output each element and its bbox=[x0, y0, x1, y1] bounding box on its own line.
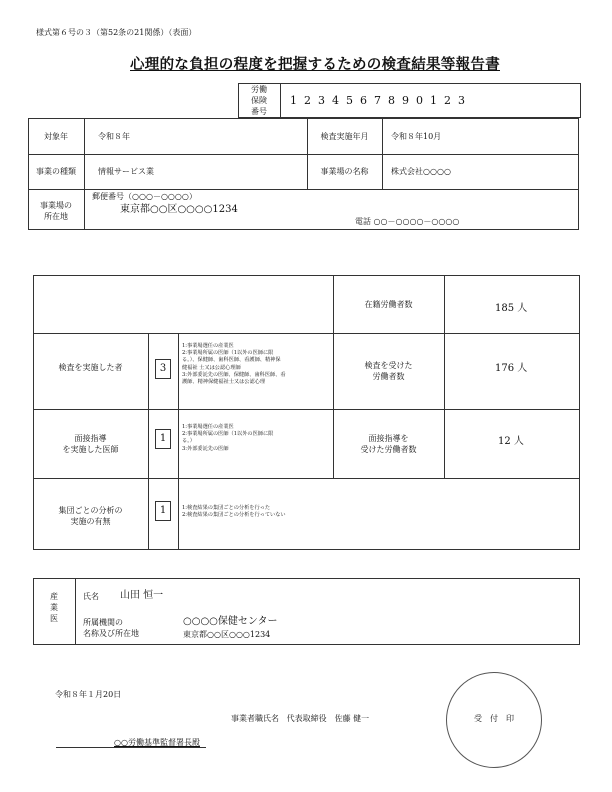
insurance-number-label: 労働 保険 番号 bbox=[251, 85, 267, 116]
receipt-stamp-label: 受 付 印 bbox=[474, 714, 514, 723]
examiner-options: 1:事業場選任の産業医 2:事業場所属の医師（1以外の医師に限 る。）、保健師、歯科医師、看護師、精神保 健福祉 士又は公認心理師 3:外部委託先の医師、保健師、歯科医師、看 護師、精神保健福祉士又は公認心理 bbox=[182, 343, 286, 386]
doctor-name-label: 氏名 bbox=[83, 592, 99, 601]
examiner-label: 検査を実施した者 bbox=[58, 363, 123, 372]
examiner-code-field[interactable]: 3 bbox=[155, 359, 171, 379]
business-type-value: 情報サービス業 bbox=[98, 167, 154, 176]
target-year-value: 令和８年 bbox=[98, 132, 130, 141]
industrial-doctor-label: 産 業 医 bbox=[50, 592, 58, 623]
interview-code-field[interactable]: 1 bbox=[155, 429, 171, 449]
business-type-label: 事業の種類 bbox=[36, 167, 76, 176]
interviewed-count: 12 人 bbox=[498, 436, 524, 447]
group-analysis-code-field[interactable]: 1 bbox=[155, 501, 171, 521]
doctor-org-name: ○○○○保健センター bbox=[183, 616, 278, 627]
interviewed-label: 面接指導を 受けた労働者数 bbox=[360, 434, 417, 454]
interview-doctor-label: 面接指導 を実施した医師 bbox=[62, 434, 119, 454]
enrolled-label: 在籍労働者数 bbox=[364, 300, 413, 309]
location-label: 事業場の 所在地 bbox=[40, 201, 72, 221]
address: 東京都○○区○○○○1234 bbox=[120, 204, 238, 215]
doctor-org-address: 東京都○○区○○○1234 bbox=[183, 630, 271, 639]
group-analysis-options: 1:検査結果の集団ごとの分析を行った 2:検査結果の集団ごとの分析を行っていない bbox=[182, 505, 286, 519]
postal-code: 郵便番号（○○○－○○○○） bbox=[92, 192, 197, 201]
examined-label: 検査を受けた 労働者数 bbox=[364, 361, 413, 381]
submission-date: 令和８年１月20日 bbox=[55, 690, 122, 699]
doctor-name-value: 山田 恒一 bbox=[120, 590, 164, 601]
employer: 事業者職氏名 代表取締役 佐藤 健一 bbox=[231, 714, 370, 723]
phone: 電話 ○○－○○○○－○○○○ bbox=[355, 217, 460, 226]
insurance-number-value: 1 2 3 4 5 6 7 8 9 0 1 2 3 bbox=[290, 94, 465, 107]
doctor-org-label: 所属機関の 名称及び所在地 bbox=[83, 618, 139, 638]
business-name-value: 株式会社○○○○ bbox=[391, 167, 451, 176]
interview-options: 1:事業場選任の産業医 2:事業場所属の医師（1以外の医師に限 る。） 3:外部委託先の医師 bbox=[182, 424, 274, 452]
target-year-label: 対象年 bbox=[44, 132, 68, 141]
page-title: 心理的な負担の程度を把握するための検査結果等報告書 bbox=[130, 56, 500, 73]
business-name-label: 事業場の名称 bbox=[320, 167, 369, 176]
form-number: 様式第６号の３（第52条の21関係）（表面） bbox=[36, 28, 197, 37]
group-analysis-label: 集団ごとの分析の 実施の有無 bbox=[58, 506, 123, 526]
examined-count: 176 人 bbox=[495, 363, 528, 374]
exam-month-label: 検査実施年月 bbox=[320, 132, 369, 141]
labor-office: ○○労働基準監督署長殿 bbox=[114, 738, 200, 747]
exam-month-value: 令和８年10月 bbox=[391, 132, 442, 141]
enrolled-count: 185 人 bbox=[495, 303, 528, 314]
